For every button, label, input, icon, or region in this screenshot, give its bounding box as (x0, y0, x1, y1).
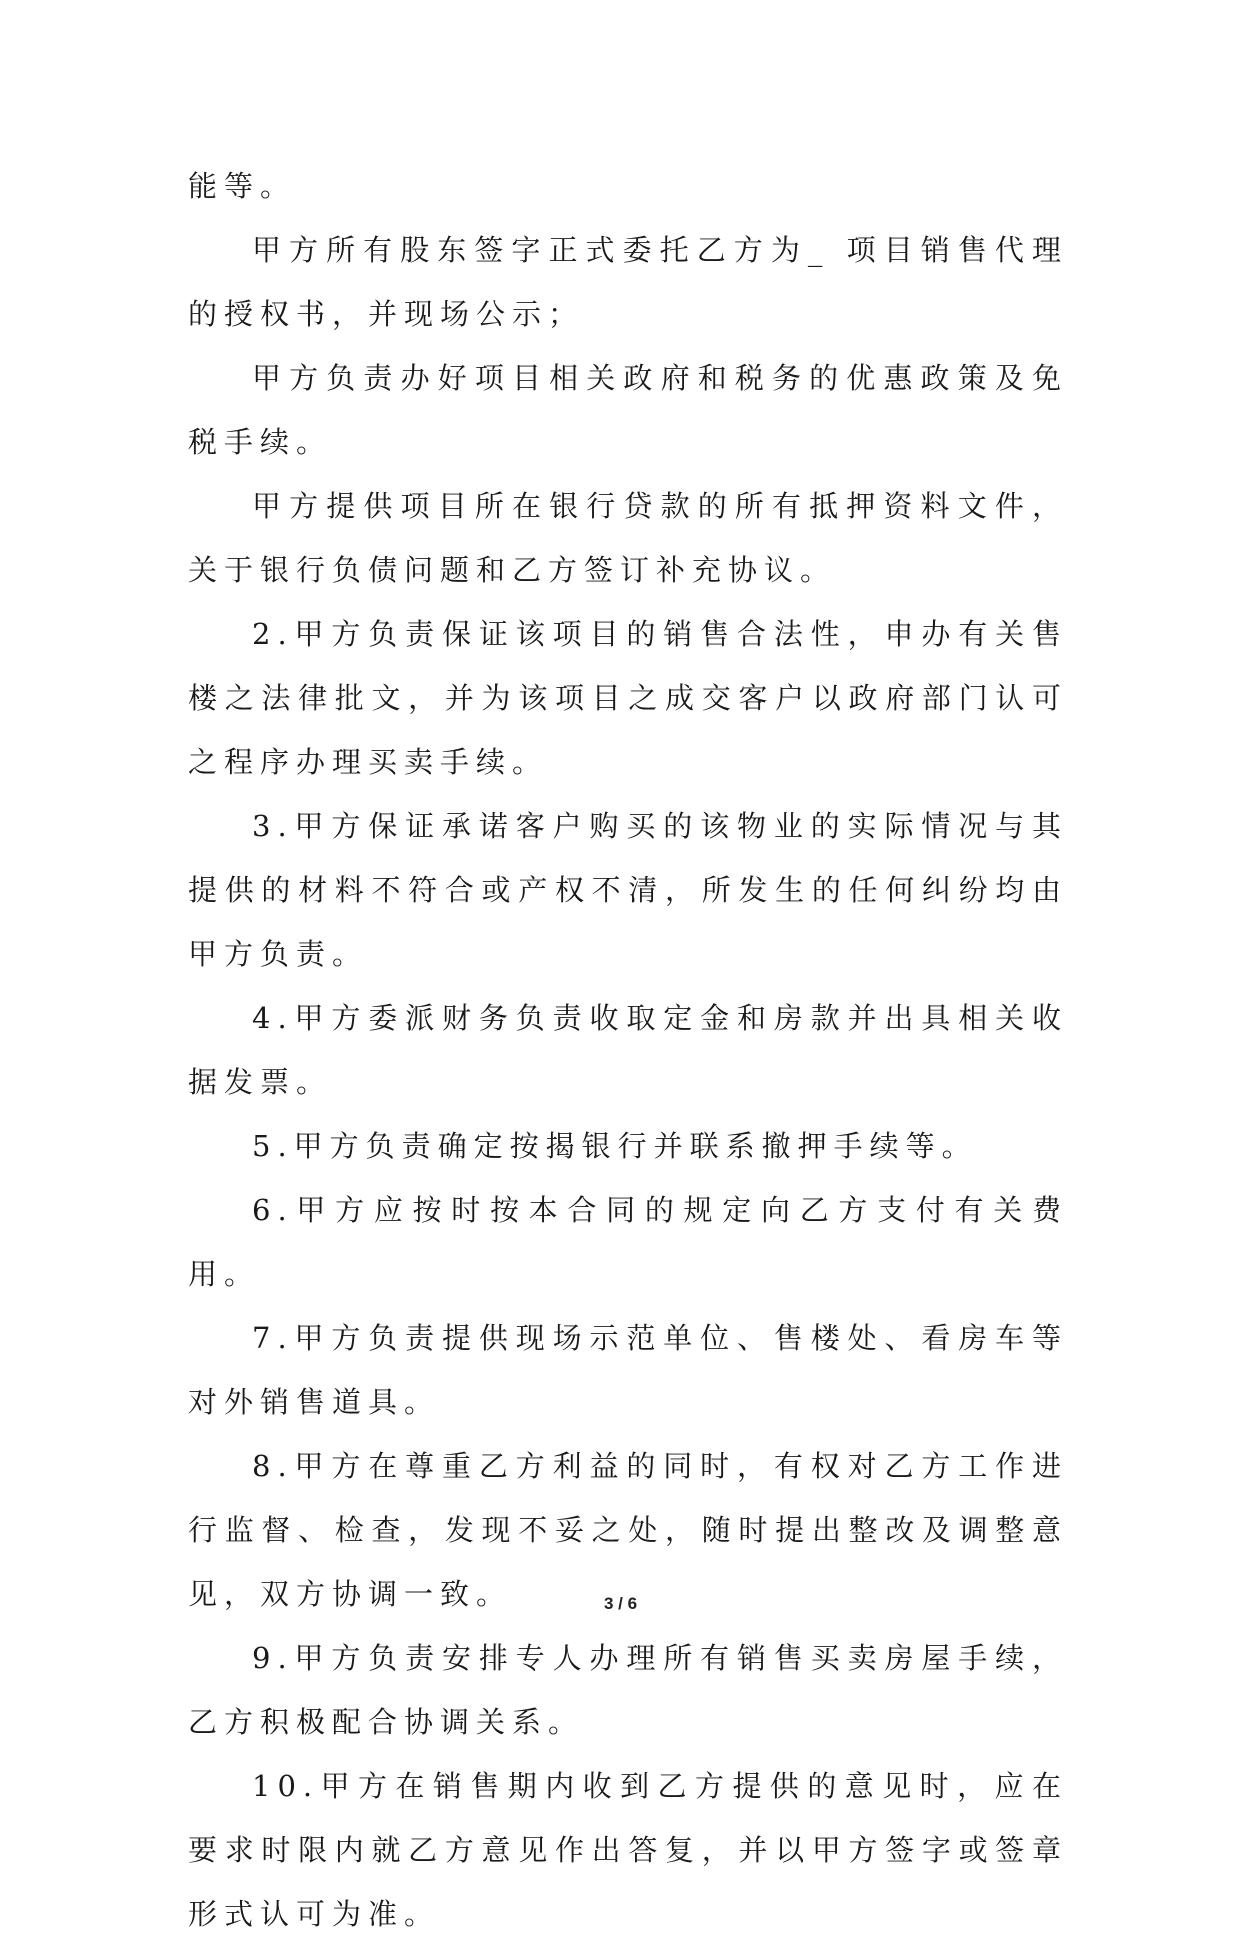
paragraph: 能等。 (188, 169, 297, 203)
page-number: 3 / 6 (603, 1594, 638, 1613)
paragraph: 4.甲方委派财务负责收取定金和房款并出具相关收据发票。 (188, 1001, 1068, 1099)
paragraph: 8.甲方在尊重乙方利益的同时，有权对乙方工作进行监督、检查，发现不妥之处，随时提出整改及调整意见，双方协调一致。 (188, 1449, 1068, 1611)
paragraph: 甲方所有股东签字正式委托乙方为_ 项目销售代理的授权书，并现场公示； (188, 233, 1068, 331)
paragraph: 2.甲方负责保证该项目的销售合法性，申办有关售楼之法律批文，并为该项目之成交客户以政府部门认可之程序办理买卖手续。 (188, 617, 1068, 779)
paragraph: 10.甲方在销售期内收到乙方提供的意见时，应在要求时限内就乙方意见作出答复，并以甲方签字或签章形式认可为准。 (188, 1769, 1068, 1931)
paragraph: 甲方提供项目所在银行贷款的所有抵押资料文件，关于银行负债问题和乙方签订补充协议。 (188, 489, 1068, 587)
paragraph: 9.甲方负责安排专人办理所有销售买卖房屋手续，乙方积极配合协调关系。 (188, 1641, 1068, 1739)
paragraph: 5.甲方负责确定按揭银行并联系撤押手续等。 (252, 1129, 978, 1163)
paragraph: 3.甲方保证承诺客户购买的该物业的实际情况与其提供的材料不符合或产权不清，所发生的任何纠纷均由甲方负责。 (188, 809, 1068, 971)
paragraph: 甲方负责办好项目相关政府和税务的优惠政策及免税手续。 (188, 361, 1068, 459)
paragraph: 7.甲方负责提供现场示范单位、售楼处、看房车等对外销售道具。 (188, 1321, 1068, 1419)
document-body (188, 154, 1068, 1946)
paragraph: 6.甲方应按时按本合同的规定向乙方支付有关费用。 (188, 1193, 1068, 1291)
